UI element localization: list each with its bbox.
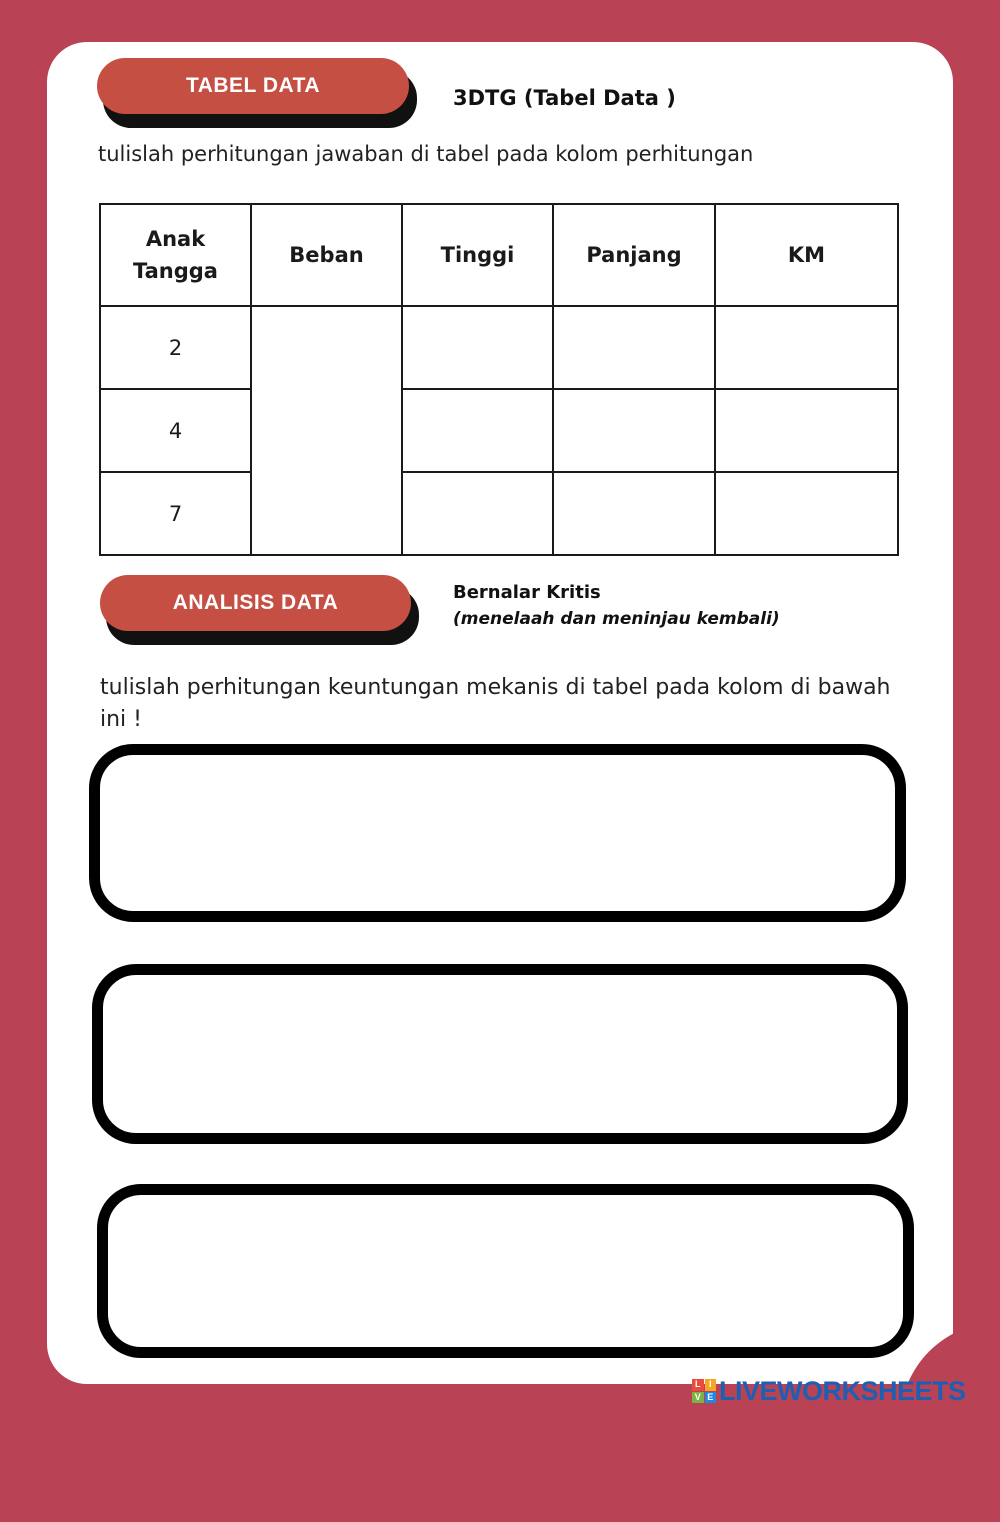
logo-letter: V — [692, 1392, 704, 1404]
analysis-subtitle: (menelaah dan meninjau kembali) — [453, 609, 780, 629]
cell-km[interactable] — [715, 472, 898, 555]
table-row — [100, 472, 898, 555]
table-header-row — [100, 204, 898, 306]
logo-letter: E — [705, 1392, 717, 1404]
brand-name: LIVEWORKSHEETS — [719, 1375, 966, 1406]
analysis-instruction: tulislah perhitungan keuntungan mekanis di tabel pada kolom di bawah ini ! — [100, 675, 891, 732]
analysis-heading — [453, 580, 780, 632]
cell-anak-tangga: 7 — [100, 472, 251, 555]
answer-box-3[interactable] — [97, 1184, 914, 1358]
analysis-title: Bernalar Kritis — [453, 582, 601, 603]
cell-panjang[interactable] — [553, 306, 715, 389]
header-beban: Beban — [251, 204, 402, 306]
table-instruction: tulislah perhitungan jawaban di tabel pada kolom perhitungan — [98, 142, 754, 166]
cell-anak-tangga: 2 — [100, 306, 251, 389]
cell-tinggi[interactable] — [402, 472, 553, 555]
data-table — [99, 203, 899, 556]
answer-box-2[interactable] — [92, 964, 908, 1144]
liveworksheets-logo-icon — [692, 1379, 716, 1403]
header-tinggi: Tinggi — [402, 204, 553, 306]
answer-box-1[interactable] — [89, 744, 906, 922]
header-anak-tangga — [100, 204, 251, 306]
table-row — [100, 306, 898, 389]
cell-anak-tangga: 4 — [100, 389, 251, 472]
logo-letter: L — [692, 1379, 704, 1391]
cell-panjang[interactable] — [553, 389, 715, 472]
cell-km[interactable] — [715, 306, 898, 389]
logo-letter: I — [705, 1379, 717, 1391]
liveworksheets-brand — [692, 1374, 966, 1408]
cell-tinggi[interactable] — [402, 389, 553, 472]
cell-panjang[interactable] — [553, 472, 715, 555]
cell-km[interactable] — [715, 389, 898, 472]
section-subtitle: 3DTG (Tabel Data ) — [453, 86, 676, 110]
header-panjang: Panjang — [553, 204, 715, 306]
badge-label: TABEL DATA — [97, 58, 409, 114]
badge-label: ANALISIS DATA — [100, 575, 411, 631]
tabel-data-badge — [97, 58, 409, 114]
cell-beban[interactable] — [251, 306, 402, 555]
header-km: KM — [715, 204, 898, 306]
cell-tinggi[interactable] — [402, 306, 553, 389]
table-row — [100, 389, 898, 472]
analisis-data-badge — [100, 575, 411, 631]
header-anak-tangga-label: Anak Tangga — [133, 227, 218, 283]
